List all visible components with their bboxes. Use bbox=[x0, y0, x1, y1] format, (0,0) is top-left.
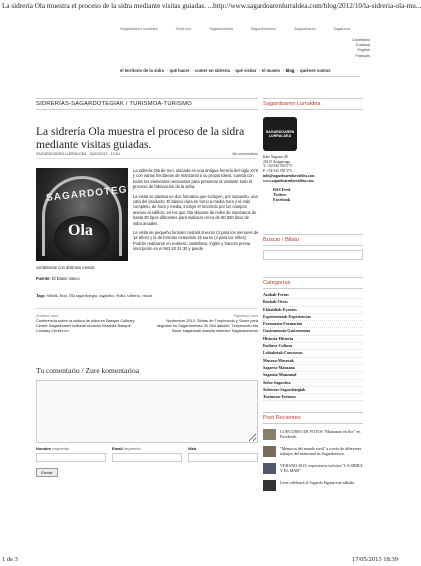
recent-post-link[interactable]: "Memoria del mundo rural" a través de diferentes trabajos del manzanal en Sagardoetxea. bbox=[280, 446, 362, 456]
photo-sign-text: SAGARDOTEGIA bbox=[45, 183, 140, 204]
lang-euskara[interactable]: Euskara bbox=[356, 43, 370, 48]
web-link[interactable]: www.sagardoarenlurraldea.com bbox=[263, 178, 314, 183]
sidebar-recent-posts bbox=[263, 412, 363, 497]
topnav-item[interactable]: Sagardoetxea bbox=[209, 27, 233, 31]
next-post[interactable] bbox=[152, 313, 258, 333]
name-required: requerido bbox=[52, 446, 70, 451]
name-label: Nombre bbox=[36, 446, 52, 451]
category-item[interactable]: Sagarra-Manzana bbox=[263, 365, 363, 372]
nav-museo[interactable]: el museo bbox=[261, 68, 281, 73]
sidebar-search bbox=[263, 234, 363, 260]
article-category[interactable]: SIDRERÍAS-SAGARDOTEGIAK / TURISMOA-TURISMO bbox=[36, 98, 258, 110]
print-url: http://www.sagardoarenlurraldea.com/blog/2012/10/la-sidreria-ola-mu... bbox=[213, 2, 421, 10]
comment-textarea[interactable] bbox=[36, 380, 258, 443]
article-header bbox=[36, 98, 258, 159]
article-paragraph-2: La visita se plantea en dos formatos que incluyen, por supuesto, una cata del producto. El básico dura en torno a media hora y el más completo, de hora y media, incluye el recorrido por los campos anexos al edificio, en los que Ola dispone de miles de manzanos de hasta 30 tipos diferentes para elaborar cerca de 80.000 litros de sidra anuales. bbox=[133, 193, 258, 226]
language-selector bbox=[352, 38, 370, 59]
post-navigation bbox=[36, 313, 258, 333]
article-paragraph-3: La visita de pequeño formato costará 8 euros (3 para los menores de 12 años) y la de formato extendido 15 euros (4 para los niños). Podrán realizarse en euskera, castellano, inglés y francés previa inscripción en el 943 62 31 30 y puede bbox=[133, 230, 259, 252]
sidebar-info bbox=[263, 98, 363, 202]
name-field-group bbox=[36, 446, 106, 462]
nav-que-hacer[interactable]: qué hacer bbox=[169, 68, 190, 73]
print-page-count: 1 de 3 bbox=[2, 556, 18, 563]
top-navigation bbox=[120, 27, 350, 31]
print-page-title: La sidrería Ola muestra el proceso de la sidra mediante visitas guiadas. ... bbox=[2, 2, 214, 10]
recent-posts-list bbox=[263, 429, 363, 491]
article-photo bbox=[36, 168, 140, 261]
category-item[interactable]: Sagastia-Manzanal bbox=[263, 372, 363, 379]
print-datetime: 17/05/2013 18:39 bbox=[351, 556, 398, 563]
phone: T. +34 943 550 575 bbox=[263, 164, 292, 169]
category-item[interactable]: Historia-Historia bbox=[263, 336, 363, 343]
web-input[interactable] bbox=[188, 453, 258, 462]
category-item[interactable]: Formazioa-Formación bbox=[263, 321, 363, 328]
facebook-link[interactable]: Facebook bbox=[273, 197, 291, 203]
nav-que-visitar[interactable]: qué visitar bbox=[235, 68, 257, 73]
nav-quienes-somos[interactable]: quiénes somos bbox=[300, 68, 331, 73]
address-line-2: 20115 Astigarraga bbox=[263, 159, 290, 164]
previous-post-label: Anterior post bbox=[36, 313, 59, 318]
email-input[interactable] bbox=[112, 453, 182, 462]
tags-list[interactable]: Sidrák, Irun, Ola sagardotegia, sagardoa, Sidra, sidrería, visitas bbox=[46, 293, 153, 298]
category-item[interactable]: Sidra-Sagardoa bbox=[263, 380, 363, 387]
address-line-1: Kale Nagusia 48 bbox=[263, 155, 288, 159]
email-field-group bbox=[112, 446, 182, 462]
next-post-label: Siguiente post bbox=[233, 313, 258, 318]
twitter-link[interactable]: Twitter bbox=[273, 192, 287, 198]
article-tags bbox=[36, 293, 258, 309]
topnav-item[interactable]: Texts info bbox=[175, 27, 192, 31]
recent-post[interactable] bbox=[263, 480, 363, 491]
category-item[interactable]: Lehiaketak-Concursos bbox=[263, 350, 363, 357]
category-list bbox=[263, 292, 363, 401]
photo-ola-logo: Ola bbox=[68, 222, 93, 239]
category-item[interactable]: Azokak-Ferias bbox=[263, 292, 363, 299]
print-header bbox=[0, 0, 421, 12]
previous-post-link[interactable]: Conferencia sobre la cultura de sidra en Basque Culinary Center Sagardoaren kulturari buruzko hitzaldia Basque Culinary Center-en bbox=[36, 318, 135, 333]
category-item[interactable]: Kultura-Cultura bbox=[263, 343, 363, 350]
search-title: Buscar / Bilatu bbox=[263, 234, 363, 246]
article-meta bbox=[36, 152, 258, 159]
sidebar-categories bbox=[263, 277, 363, 401]
tags-label: Tags: bbox=[36, 293, 46, 298]
lang-castellano[interactable]: Castellano bbox=[352, 38, 370, 42]
source-label: Fuente: bbox=[36, 276, 51, 282]
article-title: La sidrería Ola muestra el proceso de la sidra mediante visitas guiadas. bbox=[36, 126, 245, 151]
fax: F. +34 943 550 575 bbox=[263, 169, 292, 174]
post-thumbnail[interactable] bbox=[263, 446, 276, 457]
nav-blog[interactable]: blog bbox=[285, 68, 295, 73]
recent-post[interactable] bbox=[263, 446, 363, 457]
category-item[interactable]: Museoa-Museoak bbox=[263, 358, 363, 365]
article-body-continued bbox=[36, 265, 258, 282]
send-comment-button[interactable]: Enviar bbox=[36, 468, 58, 477]
lang-english[interactable]: English bbox=[357, 48, 370, 53]
email-required: requerido bbox=[123, 446, 141, 451]
sidebar-title: Sagardoaren Lurraldea bbox=[263, 98, 363, 110]
category-item[interactable]: Ekitaldiak-Eventos bbox=[263, 307, 363, 314]
recent-post-link[interactable]: VERANO 2013: experiencia turística "LA SIDRA Y EL MAR" bbox=[280, 463, 363, 473]
source-name: El Diario Vasco bbox=[51, 276, 80, 282]
article-paragraph-3-cont: combinarse con distintos menús. bbox=[36, 265, 96, 270]
category-item[interactable]: Sidrerías-Sagardotegiak bbox=[263, 387, 363, 394]
topnav-item[interactable]: Sagardoaren bbox=[293, 27, 316, 31]
article-source bbox=[36, 276, 258, 281]
comments-count-link[interactable]: Sin comentarios bbox=[232, 152, 258, 156]
social-links bbox=[263, 187, 363, 202]
comment-section-title: Tu comentario / Zure komentarioa bbox=[36, 366, 140, 375]
site-logo: SAGARDOAREN LURRALDEA bbox=[263, 117, 297, 151]
email-label: Email bbox=[112, 446, 123, 451]
rss-link[interactable]: RSS Feed bbox=[273, 187, 291, 193]
main-navigation: el territorio de la sidra · qué hacer · comer en sidrería · qué visitar · el museo · blog · quiénes somos bbox=[120, 68, 360, 77]
article-body bbox=[133, 168, 259, 256]
nav-comer[interactable]: comer en sidrería bbox=[194, 68, 230, 73]
email-link[interactable]: info@sagardoarenlurraldea.com bbox=[263, 173, 315, 178]
categories-title: Categorías bbox=[263, 277, 363, 289]
category-item[interactable]: Esperientziak-Experiencias bbox=[263, 314, 363, 321]
previous-post[interactable] bbox=[36, 313, 142, 333]
post-thumbnail[interactable] bbox=[263, 463, 276, 474]
post-thumbnail[interactable] bbox=[263, 480, 276, 491]
post-thumbnail[interactable] bbox=[263, 429, 276, 440]
recent-post[interactable] bbox=[263, 429, 363, 440]
name-input[interactable] bbox=[36, 453, 106, 462]
nav-territorio[interactable]: el territorio de la sidra bbox=[120, 68, 164, 73]
topnav-item[interactable]: Sagardoetxeko bbox=[250, 27, 277, 31]
recent-post[interactable] bbox=[263, 463, 363, 474]
category-item[interactable]: Boxkak-Otras bbox=[263, 299, 363, 306]
comment-fields bbox=[36, 446, 258, 462]
web-field-group bbox=[188, 446, 258, 462]
contact-info bbox=[263, 155, 363, 183]
topnav-item[interactable]: Sagardoa bbox=[333, 27, 350, 31]
topnav-item[interactable]: Sagardoaren lurraldea bbox=[120, 27, 158, 31]
print-footer bbox=[0, 556, 400, 566]
next-post-link[interactable]: Noviembre 2012: Sidras de Txepinondo y Sacer para degustar en Sagardoetxea 30 Otxi adiskin: Txepinondo eta Sacer sagardoak dastatu daitezke Sagardoetxean bbox=[156, 318, 258, 333]
article-paragraph-1: La sidrería Ola de Irun, ubicada en una antigua ferrería del siglo XVII y con varias hectáreas de manzanal a su propia tolera, cuenta con todos los elementos necesarios para presentar al visitante todo el proceso de fabricación de la sidra. bbox=[133, 168, 258, 190]
category-item[interactable]: Gastronomía-Gastronomía bbox=[263, 328, 363, 335]
recent-post-link[interactable]: Leon celebrará el Sagardo Eguna este sábado. bbox=[280, 480, 356, 485]
category-item[interactable]: Turismoa-Turismo bbox=[263, 394, 363, 401]
search-input[interactable] bbox=[263, 250, 363, 260]
lang-francais[interactable]: Français bbox=[355, 53, 370, 58]
recent-post-link[interactable]: CONCURSO DE FOTOS "Manzanas en flor" en Facebook. bbox=[280, 429, 361, 439]
recent-posts-title: Post Recientes bbox=[263, 412, 363, 424]
article-author-date: SAGARDOAREN LURRALDEA - 26/10/2012 - 10:54 bbox=[36, 152, 120, 156]
web-label: Web bbox=[188, 446, 197, 451]
